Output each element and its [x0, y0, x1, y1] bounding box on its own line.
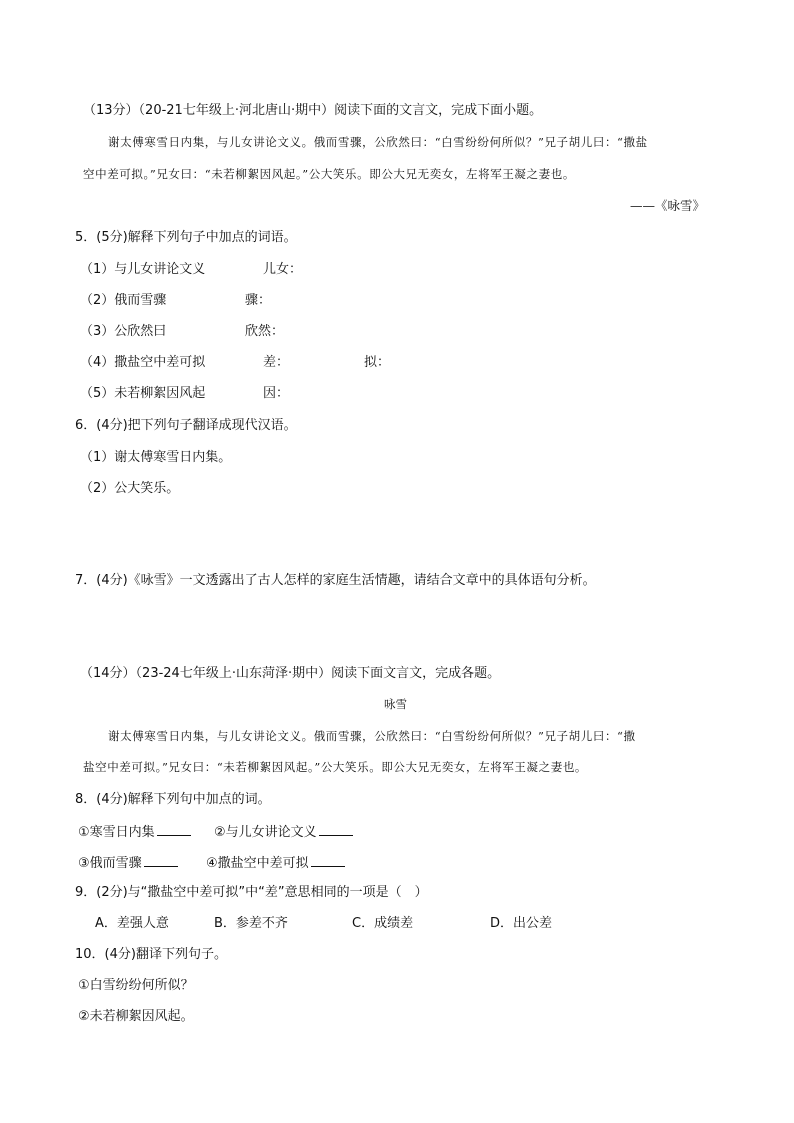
q8-item-1-blank — [157, 823, 191, 836]
q6-stem: 6．(4分)把下列句子翻译成现代汉语。 — [75, 418, 297, 433]
q8-item-4 — [206, 854, 345, 872]
q5-item-5-sentence: （5）未若柳絮因风起 — [80, 386, 206, 401]
section1-passage-line2: 空中差可拟。”兄女曰：“未若柳絮因风起。”公大笑乐。即公大兄无奕女，左将军王凝之妻也。 — [83, 167, 575, 181]
q9-option-d: D．出公差 — [490, 916, 553, 931]
q5-item-4-sentence: （4）撒盐空中差可拟 — [80, 355, 206, 370]
q10-stem: 10．(4分)翻译下列句子。 — [75, 947, 227, 962]
q6-item-1: （1）谢太傅寒雪日内集。 — [80, 450, 232, 465]
q8-item-4-blank — [311, 854, 345, 867]
q8-item-2-text: ②与儿女讲论文义 — [214, 825, 317, 840]
q8-item-2 — [214, 823, 353, 841]
q8-item-4-text: ④撒盐空中差可拟 — [206, 856, 309, 871]
q8-item-3-text: ③俄而雪骤 — [78, 856, 142, 871]
section1-heading: （13分）（20-21七年级上·河北唐山·期中）阅读下面的文言文，完成下面小题。 — [83, 103, 543, 118]
section1-source: ——《咏雪》 — [630, 198, 706, 213]
q5-item-2-sentence: （2）俄而雪骤 — [80, 293, 167, 308]
section1-passage-line1: 谢太傅寒雪日内集，与儿女讲论文义。俄而雪骤，公欣然曰：“白雪纷纷何所似？”兄子胡儿曰：“撒盐 — [108, 135, 648, 149]
q8-item-3 — [78, 854, 178, 872]
q5-item-1-word: 儿女： — [263, 262, 303, 277]
q5-stem: 5．(5分)解释下列句子中加点的词语。 — [75, 230, 297, 245]
q5-item-4-word1: 差： — [263, 355, 290, 370]
section2-passage-line1: 谢太傅寒雪日内集，与儿女讲论文义。俄而雪骤，公欣然曰：“白雪纷纷何所似？”兄子胡儿曰：“撒 — [108, 729, 636, 743]
q7-stem: 7．(4分)《咏雪》一文透露出了古人怎样的家庭生活情趣，请结合文章中的具体语句分析。 — [75, 573, 596, 588]
q8-stem: 8．(4分)解释下列句中加点的词。 — [75, 792, 271, 807]
section2-heading: （14分）（23-24七年级上·山东菏泽·期中）阅读下面文言文，完成各题。 — [80, 666, 501, 681]
section2-passage-line2: 盐空中差可拟。”兄女曰：“未若柳絮因风起。”公大笑乐。即公大兄无奕女，左将军王凝之妻也。 — [83, 760, 588, 774]
q9-option-c: C．成绩差 — [352, 916, 414, 931]
q9-option-b: B．参差不齐 — [214, 916, 288, 931]
q8-item-2-blank — [319, 823, 353, 836]
q8-item-1-text: ①寒雪日内集 — [78, 825, 155, 840]
q8-item-1 — [78, 823, 191, 841]
q9-stem: 9．(2分)与“撒盐空中差可拟”中“差”意思相同的一项是（ ） — [75, 885, 428, 900]
q6-item-2: （2）公大笑乐。 — [80, 481, 180, 496]
q5-item-3-sentence: （3）公欣然曰 — [80, 324, 167, 339]
q5-item-3-word: 欣然： — [245, 324, 285, 339]
q5-item-5-word: 因： — [263, 386, 290, 401]
q10-item-2: ②未若柳絮因风起。 — [78, 1009, 194, 1024]
q5-item-4-word2: 拟： — [364, 355, 391, 370]
q5-item-1-sentence: （1）与儿女讲论文义 — [80, 262, 206, 277]
q5-item-2-word: 骤： — [245, 293, 272, 308]
section2-title: 咏雪 — [384, 697, 407, 711]
q10-item-1: ①白雪纷纷何所似？ — [78, 978, 194, 993]
q8-item-3-blank — [144, 854, 178, 867]
q9-option-a: A．差强人意 — [95, 916, 169, 931]
